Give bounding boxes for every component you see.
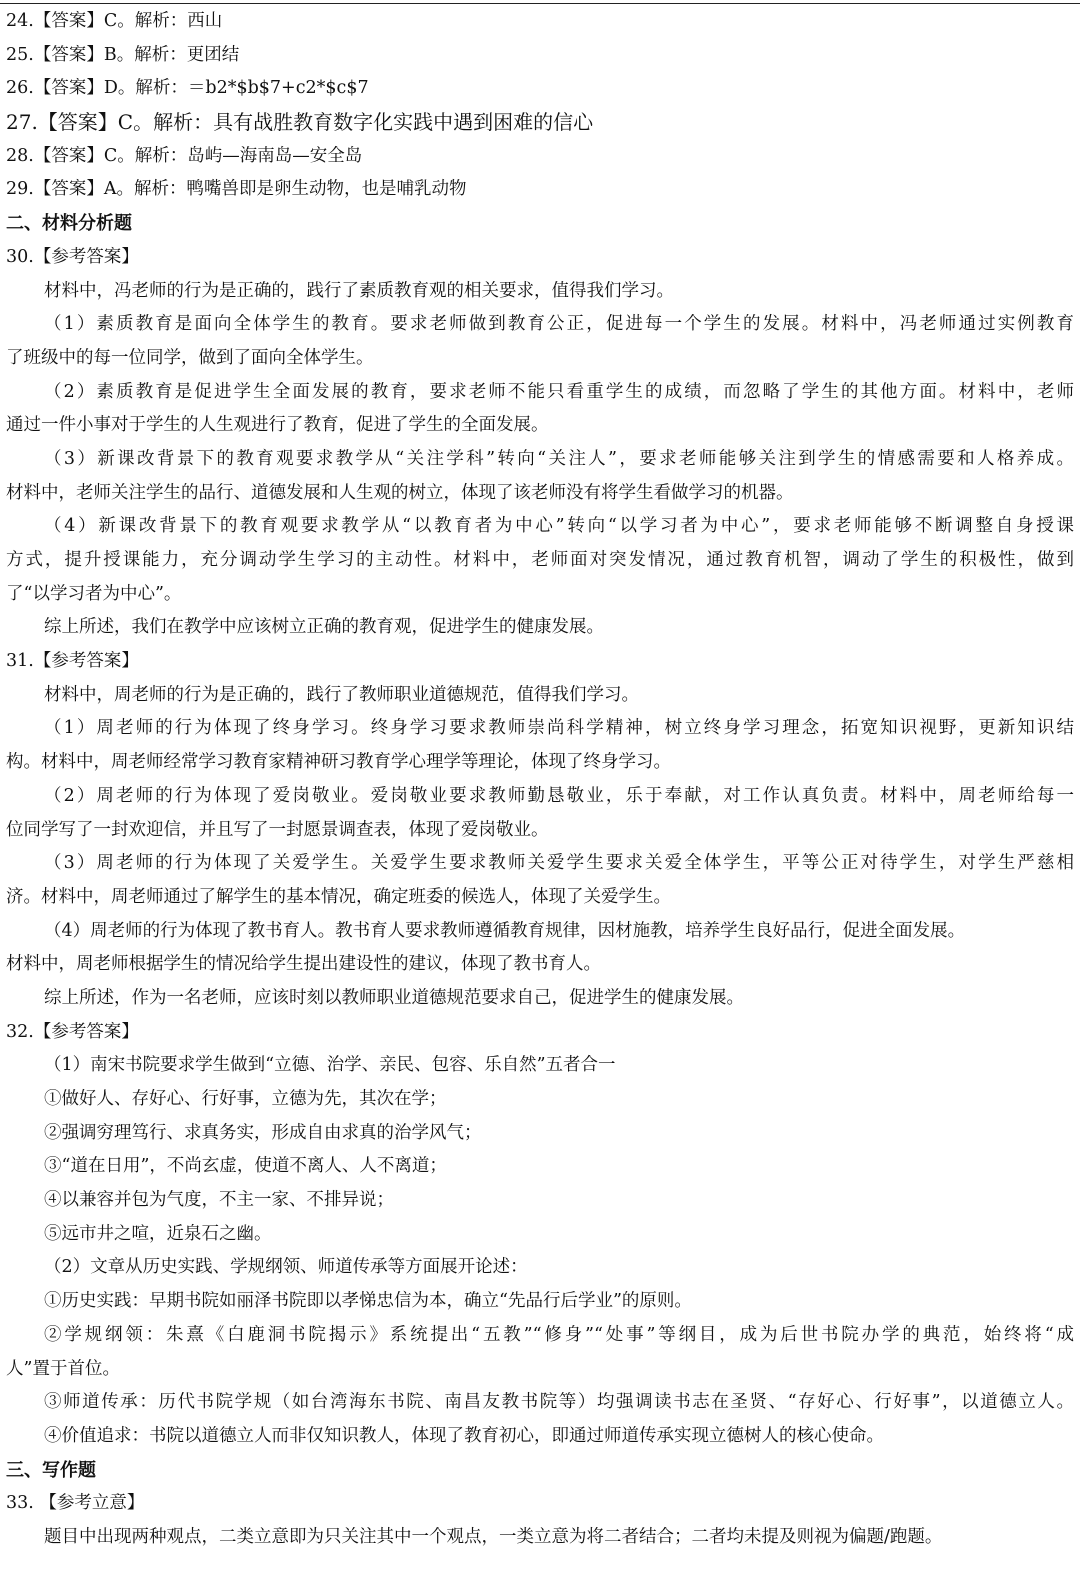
- q30-paragraph: 方式，提升授课能力，充分调动学生学习的主动性。材料中，老师面对突发情况，通过教育机智，调动了学生的积极性，做到: [6, 550, 1074, 570]
- section-heading-writing: 三、写作题: [6, 1459, 96, 1481]
- q32-list-item: ②强调穷理笃行、求真务实，形成自由求真的治学风气；: [44, 1122, 482, 1143]
- q31-paragraph: （1）周老师的行为体现了终身学习。终身学习要求教师崇尚科学精神，树立终身学习理念，拓宽知识视野，更新知识结: [44, 718, 1074, 739]
- q30-paragraph: （2）素质教育是促进学生全面发展的教育，要求老师不能只看重学生的成绩，而忽略了学生的其他方面。材料中，老师: [44, 381, 1074, 402]
- answer-25: 25.【答案】B。解析：更团结: [6, 44, 240, 65]
- q32-list-item: ③师道传承：历代书院学规（如台湾海东书院、南昌友教书院等）均强调读书志在圣贤、“存好心、行好事”，以道德立人。: [44, 1392, 1074, 1413]
- q32-list-item: ①做好人、存好心、行好事，立德为先，其次在学；: [44, 1089, 447, 1109]
- q30-paragraph: （1）素质教育是面向全体学生的教育。要求老师做到教育公正，促进每一个学生的发展。材料中，冯老师通过实例教育: [44, 314, 1074, 335]
- question-32-heading: 32.【参考答案】: [6, 1021, 139, 1042]
- q32-list-item: ②学规纲领：朱熹《白鹿洞书院揭示》系统提出“五教”“修身”“处事”等纲目，成为后世书院办学的典范，始终将“成: [44, 1324, 1074, 1345]
- answer-26: 26.【答案】D。解析：＝b2*$b$7+c2*$c$7: [6, 78, 369, 99]
- answer-28: 28.【答案】C。解析：岛屿—海南岛—安全岛: [6, 145, 363, 166]
- q31-paragraph: （3）周老师的行为体现了关爱学生。关爱学生要求教师关爱学生要求关爱全体学生，平等公正对待学生，对学生严慈相: [44, 853, 1074, 874]
- q32-list-item: ④价值追求：书院以道德立人而非仅知识教人，体现了教育初心，即通过师道传承实现立德树人的核心使命。: [44, 1425, 884, 1446]
- q31-paragraph: （4）周老师的行为体现了教书育人。教书育人要求教师遵循教育规律，因材施教，培养学生良好品行，促进全面发展。: [44, 920, 966, 941]
- q30-paragraph: 材料中，冯老师的行为是正确的，践行了素质教育观的相关要求，值得我们学习。: [44, 280, 674, 301]
- section-heading-material-analysis: 二、材料分析题: [6, 213, 132, 235]
- q32-list-item: 人”置于首位。: [6, 1358, 120, 1379]
- q32-paragraph: （2）文章从历史实践、学规纲领、师道传承等方面展开论述：: [44, 1257, 528, 1278]
- q32-list-item: ③“道在日用”，不尚玄虚，使道不离人、人不离道；: [44, 1156, 447, 1177]
- answer-27: 27.【答案】C。解析：具有战胜教育数字化实践中遇到困难的信心: [6, 110, 594, 135]
- q31-paragraph: 材料中，周老师的行为是正确的，践行了教师职业道德规范，值得我们学习。: [44, 684, 639, 705]
- question-31-heading: 31.【参考答案】: [6, 651, 139, 672]
- q31-paragraph: 材料中，周老师根据学生的情况给学生提出建设性的建议，体现了教书育人。: [6, 954, 601, 975]
- q31-paragraph: 位同学写了一封欢迎信，并且写了一封愿景调查表，体现了爱岗敬业。: [6, 819, 549, 840]
- q32-list-item: ④以兼容并包为气度，不主一家、不排异说；: [44, 1190, 394, 1211]
- answer-document: [0, 5, 1080, 1555]
- q33-paragraph: 题目中出现两种观点，二类立意即为只关注其中一个观点，一类立意为将二者结合；二者均未提及则视为偏题/跑题。: [44, 1526, 943, 1547]
- q32-paragraph: （1）南宋书院要求学生做到“立德、治学、亲民、包容、乐自然”五者合一: [44, 1055, 616, 1076]
- question-33-heading: 33. 【参考立意】: [6, 1493, 145, 1514]
- q31-paragraph: 构。材料中，周老师经常学习教育家精神研习教育学心理学等理论，体现了终身学习。: [6, 752, 671, 773]
- q30-paragraph: 通过一件小事对于学生的人生观进行了教育，促进了学生的全面发展。: [6, 415, 549, 436]
- q30-summary: 综上所述，我们在教学中应该树立正确的教育观，促进学生的健康发展。: [44, 617, 604, 638]
- q30-paragraph: （3）新课改背景下的教育观要求教学从“关注学科”转向“关注人”，要求老师能够关注到学生的情感需要和人格养成。: [44, 448, 1074, 469]
- q31-paragraph: 济。材料中，周老师通过了解学生的基本情况，确定班委的候选人，体现了关爱学生。: [6, 886, 671, 907]
- answer-24: 24.【答案】C。解析：西山: [6, 11, 223, 31]
- q32-list-item: ①历史实践：早期书院如丽泽书院即以孝悌忠信为本，确立“先品行后学业”的原则。: [44, 1291, 692, 1312]
- q30-paragraph: 材料中，老师关注学生的品行、道德发展和人生观的树立，体现了该老师没有将学生看做学习的机器。: [6, 482, 794, 503]
- q30-paragraph: 了“以学习者为中心”。: [6, 583, 182, 604]
- answer-29: 29.【答案】A。解析：鸭嘴兽即是卵生动物，也是哺乳动物: [6, 179, 467, 200]
- q30-paragraph: （4）新课改背景下的教育观要求教学从“以教育者为中心”转向“以学习者为中心”，要求老师能够不断调整自身授课: [44, 516, 1074, 537]
- top-rule: [0, 3, 1080, 4]
- question-30-heading: 30.【参考答案】: [6, 246, 139, 267]
- q32-list-item: ⑤远市井之喧，近泉石之幽。: [44, 1223, 272, 1244]
- q31-paragraph: （2）周老师的行为体现了爱岗敬业。爱岗敬业要求教师勤恳敬业，乐于奉献，对工作认真负责。材料中，周老师给每一: [44, 785, 1074, 806]
- q30-paragraph: 了班级中的每一位同学，做到了面向全体学生。: [6, 347, 374, 368]
- q31-summary: 综上所述，作为一名老师，应该时刻以教师职业道德规范要求自己，促进学生的健康发展。: [44, 987, 744, 1008]
